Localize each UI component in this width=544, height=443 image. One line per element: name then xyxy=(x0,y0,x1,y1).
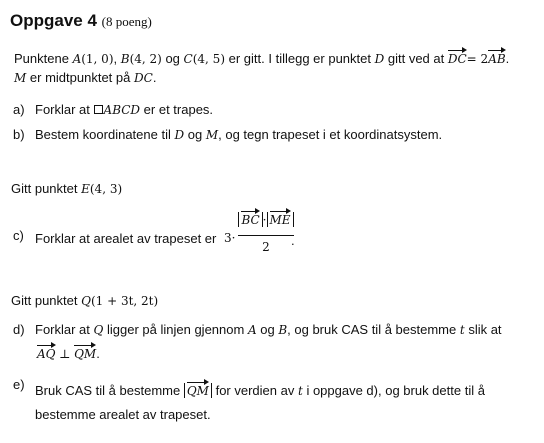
task-text: slik at xyxy=(468,322,502,337)
task-c-text xyxy=(35,231,216,246)
task-text: ligger på linjen gjennom xyxy=(107,322,245,337)
point-a-coords: (1, 0) xyxy=(81,52,114,66)
shape-abcd: ABCD xyxy=(103,103,141,117)
vector-dc: DC xyxy=(447,52,467,66)
point-m: M xyxy=(14,71,27,85)
point-b: B xyxy=(120,52,130,66)
intro-text: Punktene xyxy=(14,51,69,66)
point-b: B xyxy=(278,323,288,337)
task-c-label: c) xyxy=(13,228,24,243)
task-text: Forklar at xyxy=(35,322,90,337)
vector-aq: AQ xyxy=(37,347,56,361)
given-text: Gitt punktet xyxy=(11,181,78,196)
fraction-line xyxy=(238,235,294,236)
task-e-label: e) xyxy=(13,377,25,392)
task-text: for verdien av xyxy=(215,383,295,398)
task-text: bestemme arealet av trapeset. xyxy=(35,407,211,422)
point-q: Q xyxy=(93,323,104,337)
task-text: i oppgave d), og bruk dette til å xyxy=(306,383,485,398)
task-text: , og tegn trapeset i et koordinatsystem. xyxy=(218,127,443,142)
point-d: D xyxy=(374,52,385,66)
point-c-coords: (4, 5) xyxy=(192,52,225,66)
task-text: og xyxy=(260,322,275,337)
vector-ab: AB xyxy=(488,52,506,66)
point-c: C xyxy=(183,52,193,66)
number: 3 xyxy=(224,231,232,245)
task-text: Forklar at arealet av trapeset er xyxy=(35,231,217,246)
intro-line-1: Punktene A(1, 0), B(4, 2) og C(4, 5) er gitt. I tillegg er punktet D gitt ved at DC= 2AB. xyxy=(14,51,510,66)
punctuation: . xyxy=(96,346,100,361)
given-text: Gitt punktet xyxy=(11,293,78,308)
task-e-line-1 xyxy=(35,383,485,398)
task-text: Bestem koordinatene til xyxy=(35,127,171,142)
task-d-line-1 xyxy=(35,322,502,337)
task-text: , og bruk CAS til å bestemme xyxy=(287,322,457,337)
task-a-label: a) xyxy=(13,102,25,117)
given-point-e xyxy=(11,181,122,196)
coefficient-three: 3· xyxy=(224,231,236,245)
quadrilateral-icon xyxy=(94,105,103,114)
task-points: (8 poeng) xyxy=(101,14,152,29)
given-point-q xyxy=(11,293,158,308)
segment-dc: DC xyxy=(134,71,153,85)
equals-two: = 2 xyxy=(466,52,489,66)
intro-text: og xyxy=(165,51,180,66)
task-a xyxy=(13,102,25,117)
vector-me: ME xyxy=(269,213,291,227)
intro-line-2 xyxy=(14,70,156,85)
vector-qm: QM xyxy=(186,384,209,398)
task-title: Oppgave 4 xyxy=(10,11,97,30)
task-b-label: b) xyxy=(13,127,25,142)
task-c xyxy=(13,228,24,243)
point-e-coords: (4, 3) xyxy=(89,182,123,196)
task-text: Bruk CAS til å bestemme xyxy=(35,383,181,398)
point-q-coords: (1 + 3t, 2t) xyxy=(90,294,159,308)
task-d-line-2 xyxy=(37,346,100,361)
point-b-coords: (4, 2) xyxy=(129,52,162,66)
intro-text: gitt ved at xyxy=(387,51,445,66)
task-a-text xyxy=(35,102,213,117)
task-d xyxy=(13,322,25,337)
task-b xyxy=(13,127,25,142)
task-text: Forklar at xyxy=(35,102,90,117)
vector-qm: QM xyxy=(74,347,97,361)
task-e xyxy=(13,377,25,392)
punctuation: . xyxy=(291,233,295,248)
variable-t: t xyxy=(297,384,303,398)
vector-bc: BC xyxy=(241,213,260,227)
point-a: A xyxy=(72,52,82,66)
point-q: Q xyxy=(81,294,91,308)
task-b-text xyxy=(35,127,442,142)
task-e-line-2 xyxy=(35,407,211,422)
fraction-numerator: BC · ME xyxy=(236,212,296,227)
point-e: E xyxy=(81,182,90,196)
task-d-label: d) xyxy=(13,322,25,337)
point-m: M xyxy=(205,128,219,142)
punctuation: . xyxy=(505,51,510,66)
task-heading xyxy=(10,11,152,31)
intro-text: er midtpunktet på xyxy=(29,70,131,85)
task-text: er et trapes. xyxy=(143,102,214,117)
fraction-denominator: 2 xyxy=(262,240,270,254)
perpendicular-symbol: ⊥ xyxy=(59,347,71,361)
task-text: og xyxy=(187,127,203,142)
intro-text: er gitt. I tillegg er punktet xyxy=(228,51,371,66)
point-d: D xyxy=(174,128,185,142)
punctuation: . xyxy=(152,70,157,85)
variable-t: t xyxy=(459,323,465,337)
point-a: A xyxy=(247,323,257,337)
